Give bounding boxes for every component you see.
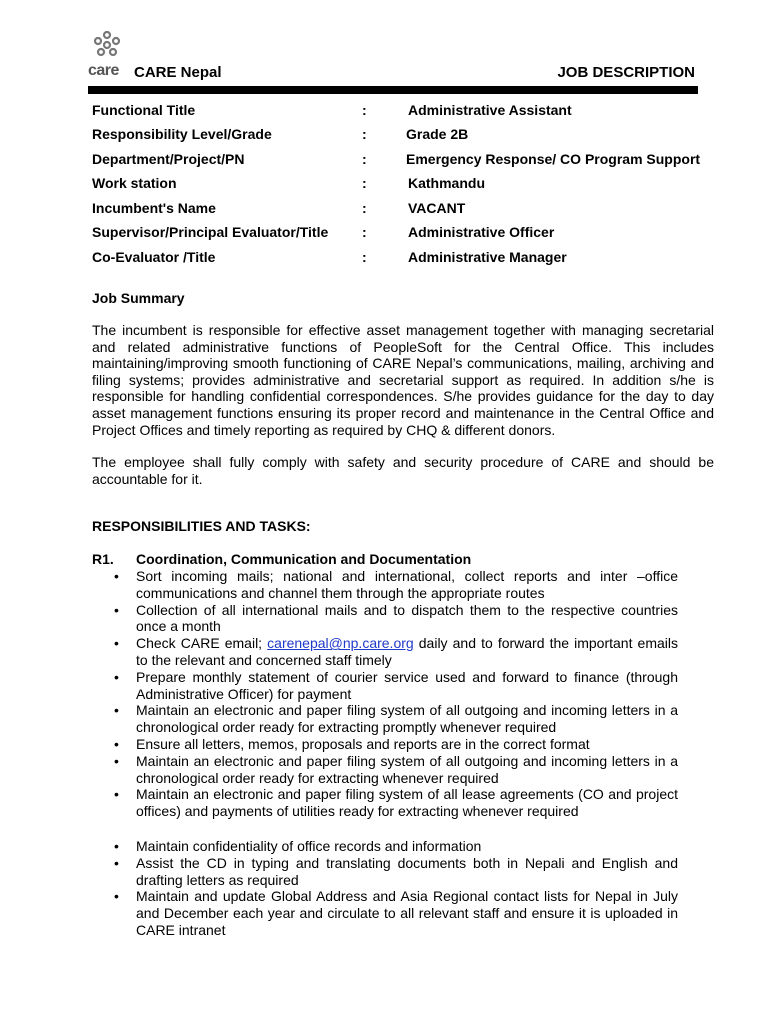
info-row-supervisor: [92, 224, 712, 242]
info-value: Administrative Assistant: [408, 102, 572, 118]
task-item: [110, 736, 678, 753]
task-text: Collection of all international mails and to dispatch them to the respective countries once a month: [136, 601, 678, 635]
task-text: Maintain confidentiality of office records and information: [136, 838, 482, 854]
task-text: Maintain an electronic and paper filing system of all outgoing and incoming letters in a chronological order ready for extracting promptly whenever required: [136, 702, 678, 736]
info-label: Incumbent's Name: [92, 200, 216, 216]
info-row-incumbent: [92, 200, 712, 218]
bullet-icon: •: [114, 568, 119, 584]
task-item: [110, 888, 678, 938]
info-value: Grade 2B: [406, 126, 469, 142]
task-item: [110, 568, 678, 602]
info-value: Administrative Manager: [408, 249, 567, 265]
document-type: JOB DESCRIPTION: [557, 64, 695, 81]
info-row-department: [92, 151, 712, 169]
care-logo: [88, 28, 128, 80]
organization-name: CARE Nepal: [134, 64, 222, 81]
info-row-grade: [92, 126, 712, 144]
job-summary-heading: Job Summary: [92, 290, 185, 306]
info-label: Work station: [92, 175, 177, 191]
task-item: [110, 838, 678, 855]
task-list-2: [110, 838, 678, 939]
header-divider: [88, 86, 698, 94]
task-item: [110, 635, 678, 669]
bullet-icon: •: [114, 752, 119, 769]
task-text: Sort incoming mails; national and international, collect reports and inter –office communications and channel them through the appropriate routes: [136, 568, 678, 601]
info-row-co-evaluator: [92, 249, 712, 267]
info-label: Co-Evaluator /Title: [92, 249, 216, 265]
care-globe-icon: [90, 28, 124, 62]
info-label: Responsibility Level/Grade: [92, 126, 272, 142]
bullet-icon: •: [114, 786, 119, 803]
info-value: VACANT: [408, 200, 466, 216]
r1-title: Coordination, Communication and Documentation: [136, 551, 472, 567]
task-text: Maintain an electronic and paper filing system of all lease agreements (CO and project offices) and payments of utilities ready for extracting whenever required: [136, 786, 678, 820]
task-text-after: daily and to forward the important emails to the relevant and concerned staff timely: [136, 635, 679, 668]
info-colon: :: [362, 151, 367, 167]
info-label: Supervisor/Principal Evaluator/Title: [92, 224, 329, 240]
info-row-functional-title: [92, 102, 712, 120]
bullet-icon: •: [114, 888, 119, 905]
care-logo-text: care: [88, 62, 119, 79]
email-link[interactable]: carenepal@np.care.org: [267, 635, 414, 652]
bullet-icon: •: [114, 702, 119, 719]
bullet-icon: •: [114, 735, 119, 752]
bullet-icon: •: [114, 601, 119, 618]
task-text: Maintain and update Global Address and Asia Regional contact lists for Nepal in July and December each year and circulate to all relevant staff and ensure it is uploaded in CARE intranet: [136, 888, 678, 938]
responsibilities-heading: RESPONSIBILITIES AND TASKS:: [92, 518, 311, 534]
info-colon: :: [362, 175, 367, 191]
info-value: Administrative Officer: [408, 224, 555, 240]
info-row-work-station: [92, 175, 712, 193]
bullet-icon: •: [114, 854, 119, 871]
task-text: Assist the CD in typing and translating documents both in Nepali and English and drafting letters as required: [136, 854, 678, 888]
info-colon: :: [362, 126, 367, 142]
info-colon: :: [362, 224, 367, 240]
info-value: Kathmandu: [408, 175, 485, 191]
task-text: Ensure all letters, memos, proposals and reports are in the correct format: [136, 735, 590, 752]
task-item: [110, 753, 678, 787]
info-label: Functional Title: [92, 102, 196, 118]
r1-number: R1.: [92, 551, 114, 567]
safety-paragraph: The employee shall fully comply with safety and security procedure of CARE and should be accountable for it.: [92, 454, 714, 487]
bullet-icon: •: [114, 635, 119, 652]
task-item: [110, 602, 678, 636]
task-text-before: Check CARE email;: [136, 635, 268, 652]
info-label: Department/Project/PN: [92, 151, 245, 167]
bullet-icon: •: [114, 668, 119, 685]
info-colon: :: [362, 102, 367, 118]
info-colon: :: [362, 200, 367, 216]
task-text: Maintain an electronic and paper filing system of all outgoing and incoming letters in a chronological order ready for extracting whenever required: [136, 752, 678, 786]
task-text: Prepare monthly statement of courier service used and forward to finance (through Administrative Officer) for payment: [136, 668, 678, 702]
job-summary-paragraph: The incumbent is responsible for effective asset management together with managing secretarial and related administrative functions of PeopleSoft for the Central Office. This includes maintaining/improving smooth functioning of CARE Nepal’s communications, mailing, archiving and filing systems; provides administrative and secretarial support as required. In addition s/he is responsible for handling confidential correspondences. S/he provides guidance for the day to day asset management functions ensuring its proper record and maintenance in the Central Office and Project Offices and timely reporting as required by CHQ & different donors.: [92, 322, 714, 438]
info-colon: :: [362, 249, 367, 265]
info-value: Emergency Response/ CO Program Support: [406, 151, 701, 167]
task-item: [110, 855, 678, 889]
bullet-icon: •: [114, 838, 119, 854]
task-item: [110, 786, 678, 820]
task-item: [110, 702, 678, 736]
task-item: [110, 669, 678, 703]
task-list-1: [110, 568, 678, 820]
